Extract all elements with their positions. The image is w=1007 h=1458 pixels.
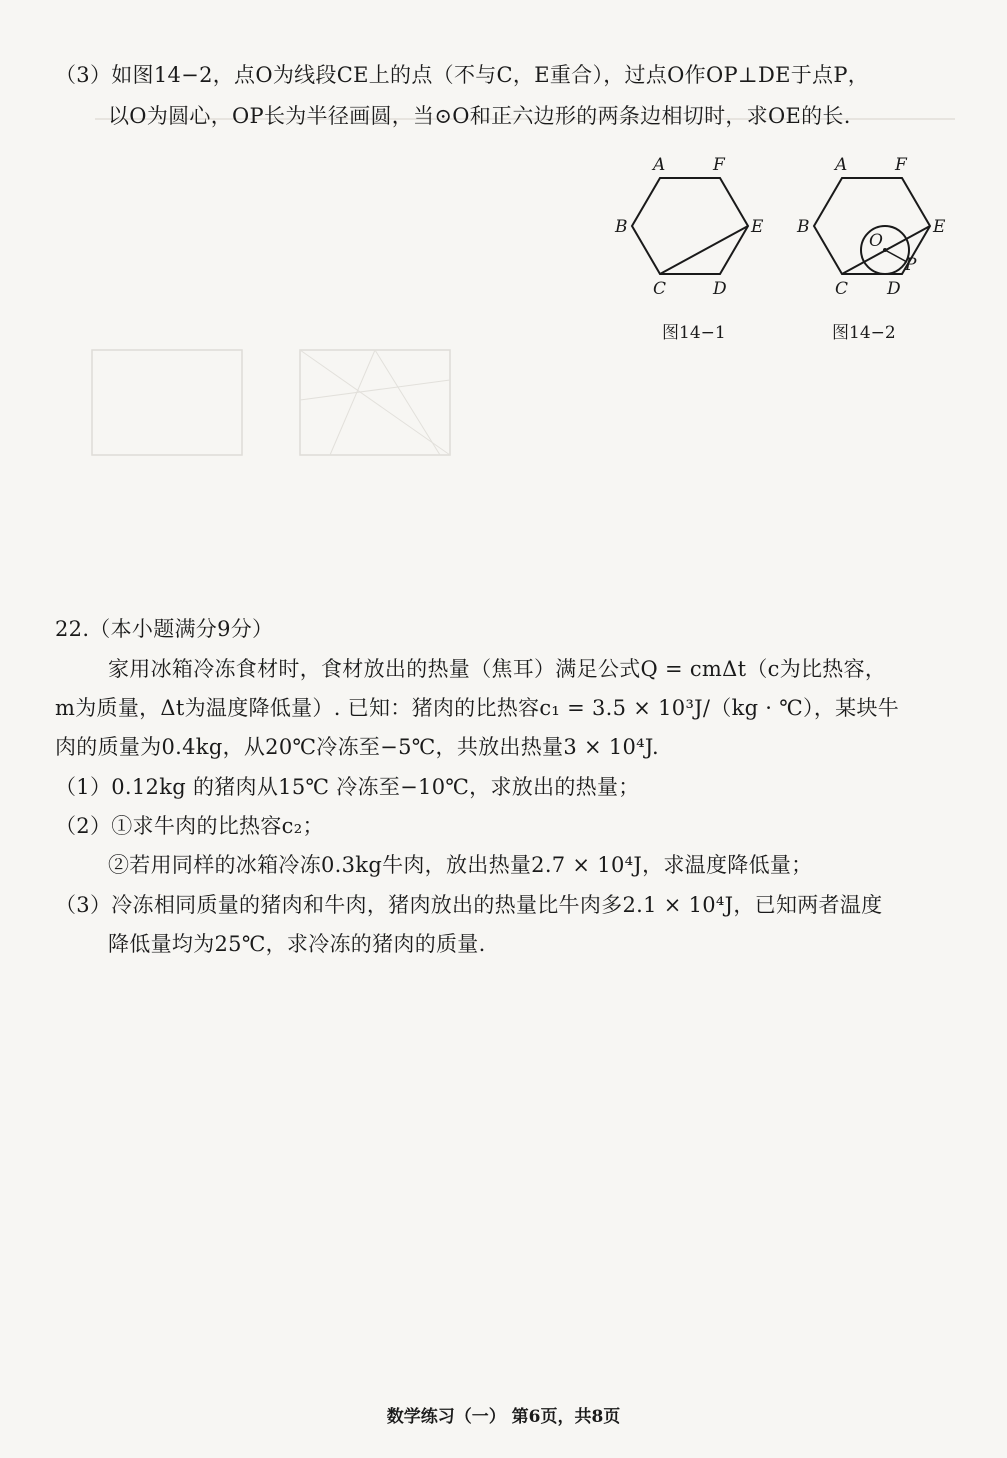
figure-14-1-caption: 图14−1 [662, 323, 726, 343]
label-E: E [933, 217, 946, 237]
label-A: A [653, 155, 666, 175]
q21-part3-line1: （3）如图14−2，点O为线段CE上的点（不与C，E重合），过点O作OP⊥DE于点P， [55, 63, 870, 87]
q22-part2b: ②若用同样的冰箱冷冻0.3kg牛肉，放出热量2.7 × 10⁴J，求温度降低量； [108, 853, 813, 877]
label-A: A [835, 155, 848, 175]
label-B: B [615, 217, 628, 237]
figure-14-2-caption: 图14−2 [832, 323, 896, 343]
point-O [883, 248, 887, 252]
figure-14-1 [605, 150, 765, 300]
label-O: O [869, 231, 883, 251]
page-footer: 数学练习（一） 第6页，共8页 [386, 1407, 621, 1427]
q22-intro-line1: 家用冰箱冷冻食材时，食材放出的热量（焦耳）满足公式Q = cmΔt（c为比热容， [108, 657, 887, 681]
q22-intro-line3: 肉的质量为0.4kg，从20℃冷冻至−5℃，共放出热量3 × 10⁴J. [55, 735, 659, 759]
q22-intro-line2: m为质量，Δt为温度降低量）. 已知：猪肉的比热容c₁ = 3.5 × 10³J/（kg · ℃），某块牛 [55, 696, 900, 720]
figure-14-2 [787, 150, 947, 300]
q22-part3b: 降低量均为25℃，求冷冻的猪肉的质量. [108, 932, 486, 956]
label-F: F [713, 155, 725, 175]
label-C: C [653, 279, 667, 299]
label-D: D [887, 279, 901, 299]
q21-part3-line2: 以O为圆心，OP长为半径画圆，当⊙O和正六边形的两条边相切时，求OE的长. [108, 104, 851, 128]
label-P: P [905, 255, 917, 275]
label-B: B [797, 217, 810, 237]
segment-OP [885, 250, 907, 262]
q22-part1: （1）0.12kg 的猪肉从15℃ 冷冻至−10℃，求放出的热量； [55, 775, 640, 799]
q22-part2a: （2）①求牛肉的比热容c₂； [55, 814, 324, 838]
label-D: D [713, 279, 727, 299]
hexagon [632, 178, 748, 274]
q22-part3a: （3）冷冻相同质量的猪肉和牛肉，猪肉放出的热量比牛肉多2.1 × 10⁴J，已知两者温度 [55, 893, 883, 917]
label-C: C [835, 279, 849, 299]
label-E: E [751, 217, 764, 237]
label-F: F [895, 155, 907, 175]
q22-heading: 22.（本小题满分9分） [55, 617, 274, 641]
